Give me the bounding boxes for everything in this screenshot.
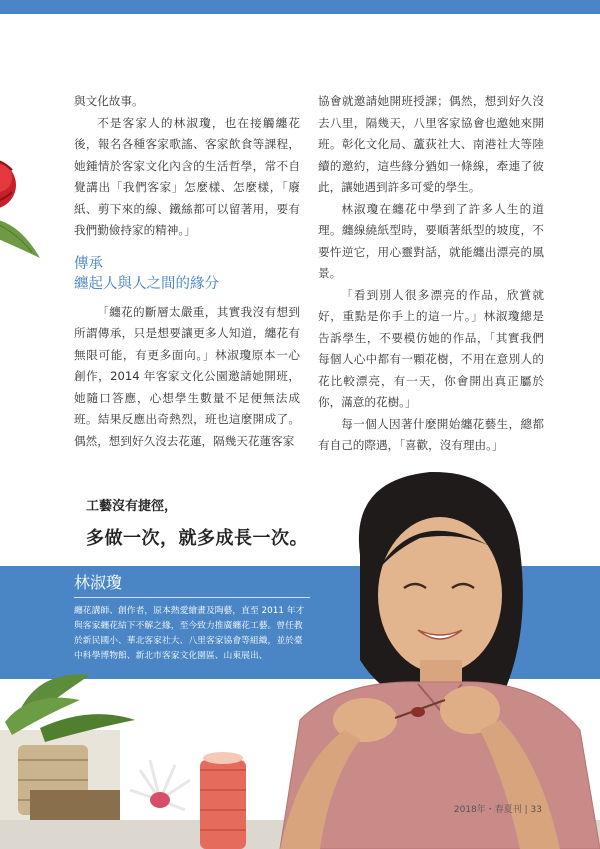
pull-quote [86,497,308,553]
paragraph: 林淑瓊在纏花中學到了許多人生的道理。纏線繞紙型時，要順著紙型的坡度，不要忤逆它，用心靈對話，就能纏出漂亮的風景。 [318,201,544,280]
article-column-right [318,91,544,457]
paragraph: 每一個人因著什麼開始纏花藝生，總都有自己的際遇，「喜歡，沒有理由。」 [318,416,544,452]
profile-box [74,572,310,664]
pull-quote-line2: 多做一次，就多成長一次。 [86,528,308,549]
paragraph: 「纏花的斷層太嚴重，其實我沒有想到所謂傳承，只是想要讓更多人知道，纏花有無限可能，有更多面向。」林淑瓊原本一心創作，2014 年客家文化公園邀請她開班，她隨口答應，心想學生數量不足便無法成班。結果反應出奇熱烈，班也這麼開成了。偶然，想到好久沒去花蓮，隔幾天花蓮客家 [74,304,300,448]
paragraph: 與文化故事。 [74,94,144,108]
paragraph: 不是客家人的林淑瓊，也在接觸纏花後，報名各種客家歌謠、客家飲食等課程，她鍾情於客家文化內含的生活哲學，常不自覺講出「我們客家」怎麼樣、怎麼樣，「廢紙、剪下來的線、鐵絲都可以留著用，要有我們勤儉持家的精神。」 [74,115,300,237]
paragraph: 「看到別人很多漂亮的作品，欣賞就好，重點是你手上的這一片。」林淑瓊總是告訴學生，不要模仿她的作品，「其實我們每個人心中都有一顆花樹，不用在意別人的花比較漂亮，有一天，你會開出真正屬於你，滿意的花樹。」 [318,287,544,409]
article-column-left [74,91,300,452]
thread-spool-icon [200,752,246,849]
craftswoman-figure [280,472,600,849]
top-color-bar [0,0,600,14]
pull-quote-line1: 工藝沒有捷徑， [86,499,178,514]
section-heading-line2: 纏起人與人之間的緣分 [74,275,219,292]
paragraph: 協會就邀請她開班授課；偶然，想到好久沒去八里，隔幾天，八里客家協會也邀她來開班。彰化文化局、蘆荻社大、南港社大等陸續的邀約，這些緣分猶如一條線，牽連了彼此，讓她遇到許多可愛的學生。 [318,94,544,194]
section-heading [74,254,300,294]
section-heading-line1: 傳承 [74,255,103,272]
profile-name: 林淑瓊 [74,572,310,598]
profile-bio: 纏花講師、創作者，原本熱愛繪畫及陶藝，直至 2011 年才與客家纏花結下不解之緣，至今致力推廣纏花工藝。曾任教於新民國小、華北客家社大、八里客家協會等組織，並於臺中科學博物館、新北市客家文化園區、山東展出、 [74,606,305,661]
page-footer: 2018年・春夏刊 | 33 [453,805,542,815]
flower-decoration-icon [0,140,40,260]
